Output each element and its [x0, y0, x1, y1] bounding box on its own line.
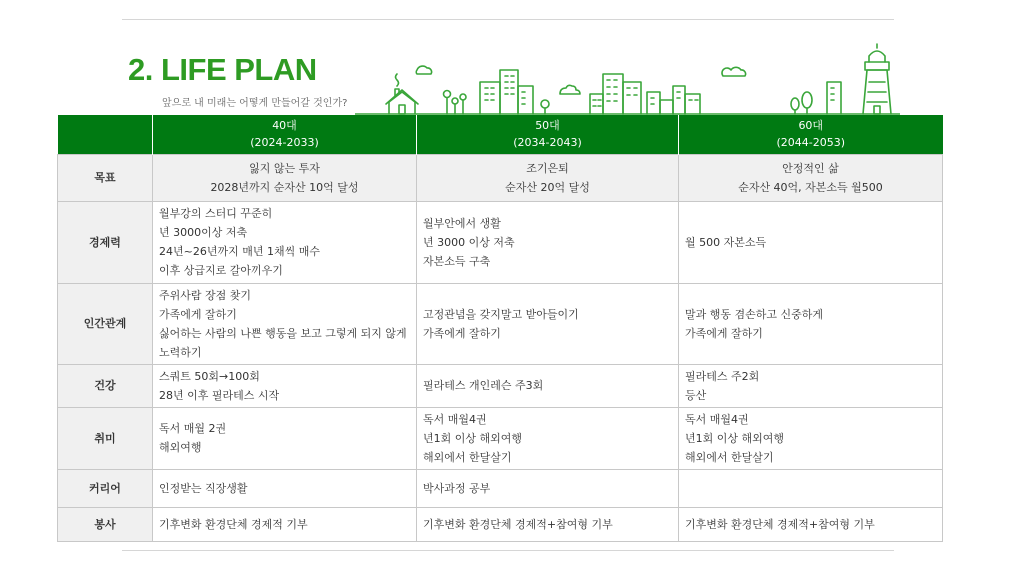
- cell-line: 기후변화 환경단체 경제적 기부: [159, 517, 308, 531]
- cell-line: 24년~26년까지 매년 1채씩 매수: [159, 245, 320, 258]
- health-cell-60s: [679, 364, 943, 407]
- cell-line: 독서 매월4권: [685, 412, 749, 426]
- cell-line: 고정관념을 갖지말고 받아들이기: [423, 307, 579, 321]
- row-label-volunteer: 봉사: [58, 507, 153, 541]
- cell-line: 자본소득 구축: [423, 254, 491, 268]
- cell-line: 스쿼트 50회→100회: [159, 369, 260, 383]
- column-age-label: 40대: [272, 119, 297, 133]
- economy-cell-50s: [417, 201, 679, 283]
- cell-line: 순자산 40억, 자본소득 월500: [738, 180, 883, 194]
- cell-line: 조기은퇴: [526, 161, 569, 175]
- relationships-cell-50s: [417, 283, 679, 364]
- table-row-economy: [58, 201, 943, 283]
- cell-line: 독서 매월4권: [423, 412, 487, 426]
- volunteer-cell-40s: [153, 507, 417, 541]
- cell-line: 기후변화 환경단체 경제적+참여형 기부: [423, 517, 613, 531]
- life-plan-table: [57, 115, 943, 542]
- cell-line: 가족에게 잘하기: [685, 326, 763, 340]
- cell-line: 해외에서 한달살기: [685, 450, 774, 464]
- header-corner-cell: [58, 115, 153, 154]
- relationships-cell-40s: [153, 283, 417, 364]
- hobby-cell-50s: [417, 407, 679, 469]
- cell-line: 28년 이후 필라테스 시작: [159, 388, 280, 402]
- table-header-row: [58, 115, 943, 154]
- city-skyline-illustration: [355, 42, 900, 116]
- cell-line: 순자산 20억 달성: [505, 180, 590, 194]
- cell-line: 월부안에서 생활: [423, 216, 501, 230]
- top-divider: [122, 19, 894, 20]
- cell-line: 년1회 이상 해외여행: [685, 431, 784, 445]
- page-title: 2. LIFE PLAN: [128, 52, 317, 87]
- cell-line: 해외여행: [159, 441, 202, 454]
- column-header-40s: [153, 115, 417, 154]
- cell-line: 이후 상급지로 갈아끼우기: [159, 264, 283, 277]
- table-row-hobby: [58, 407, 943, 469]
- relationships-cell-60s: [679, 283, 943, 364]
- row-label-economy: 경제력: [58, 201, 153, 283]
- row-label-career: 커리어: [58, 469, 153, 507]
- cell-line: 말과 행동 겸손하고 신중하게: [685, 307, 824, 321]
- table-row-volunteer: [58, 507, 943, 541]
- bottom-divider: [122, 550, 894, 551]
- cell-line: 등산: [685, 388, 707, 402]
- cell-line: 주위사람 장점 찾기: [159, 288, 252, 302]
- health-cell-50s: [417, 364, 679, 407]
- cell-line: 2028년까지 순자산 10억 달성: [210, 180, 359, 194]
- cell-line: 년1회 이상 해외여행: [423, 431, 522, 445]
- column-years-label: (2034-2043): [513, 136, 582, 150]
- cell-line: 싫어하는 사람의 나쁜 행동을 보고 그렇게 되지 않게 노력하기: [159, 326, 407, 359]
- table-row-health: [58, 364, 943, 407]
- cell-line: 안정적인 삶: [782, 161, 839, 175]
- economy-cell-60s: [679, 201, 943, 283]
- column-age-label: 50대: [535, 119, 560, 133]
- row-label-goal: 목표: [58, 154, 153, 201]
- hobby-cell-60s: [679, 407, 943, 469]
- cell-line: 년 3000이상 저축: [159, 226, 248, 239]
- cell-line: 월부강의 스터디 꾸준히: [159, 207, 273, 220]
- cell-line: 월 500 자본소득: [685, 235, 767, 249]
- table-row-career: [58, 469, 943, 507]
- goal-cell-60s: [679, 154, 943, 201]
- hobby-cell-40s: [153, 407, 417, 469]
- goal-cell-50s: [417, 154, 679, 201]
- column-age-label: 60대: [798, 119, 824, 133]
- career-cell-40s: [153, 469, 417, 507]
- row-label-relationships: 인간관계: [58, 283, 153, 364]
- goal-cell-40s: [153, 154, 417, 201]
- table-row-relationships: [58, 283, 943, 364]
- career-cell-60s: [679, 469, 943, 507]
- column-header-50s: [417, 115, 679, 154]
- page-subtitle: 앞으로 내 미래는 어떻게 만들어갈 것인가?: [162, 98, 348, 109]
- cell-line: 년 3000 이상 저축: [423, 235, 515, 249]
- cell-line: 필라테스 주2회: [685, 369, 760, 383]
- column-years-label: (2044-2053): [776, 136, 846, 150]
- cell-line: 필라테스 개인레슨 주3회: [423, 379, 544, 392]
- health-cell-40s: [153, 364, 417, 407]
- economy-cell-40s: [153, 201, 417, 283]
- career-cell-50s: [417, 469, 679, 507]
- cell-line: 해외에서 한달살기: [423, 450, 512, 464]
- cell-line: 독서 매월 2권: [159, 422, 227, 435]
- column-header-60s: [679, 115, 943, 154]
- cell-line: 가족에게 잘하기: [423, 326, 501, 340]
- cell-line: 가족에게 잘하기: [159, 307, 237, 321]
- volunteer-cell-60s: [679, 507, 943, 541]
- cell-line: 잃지 않는 투자: [249, 161, 320, 175]
- cell-line: 인정받는 직장생활: [159, 481, 248, 495]
- cell-line: 박사과정 공부: [423, 481, 491, 495]
- cell-line: 기후변화 환경단체 경제적+참여형 기부: [685, 517, 875, 531]
- column-years-label: (2024-2033): [250, 136, 319, 150]
- table-row-goal: [58, 154, 943, 201]
- row-label-hobby: 취미: [58, 407, 153, 469]
- volunteer-cell-50s: [417, 507, 679, 541]
- row-label-health: 건강: [58, 364, 153, 407]
